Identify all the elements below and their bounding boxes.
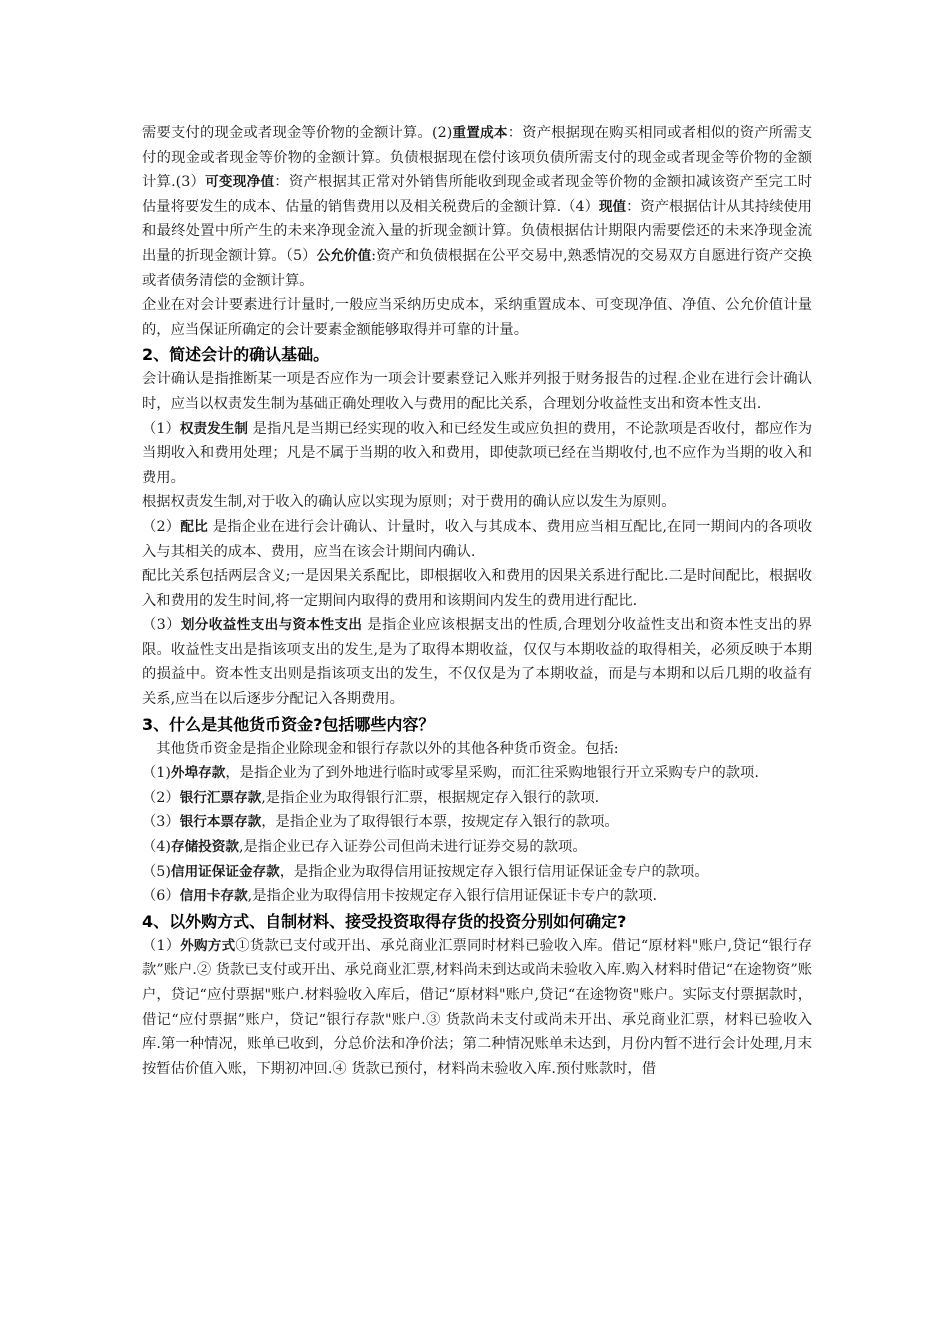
bold-term: 信用卡存款 xyxy=(179,888,248,905)
text-run: （5) xyxy=(142,863,171,880)
text-run: ,是指企业已存入证券公司但尚未进行证券交易的款项。 xyxy=(238,839,587,856)
body-paragraph xyxy=(142,515,812,564)
body-paragraph xyxy=(142,490,812,515)
body-paragraph xyxy=(142,293,812,342)
text-run: 是指企业应该根据支出的性质,合理划分收益性支出和资本性支出的界限。收益性支出是指该项支出的发生,是为了取得本期收益，仅仅与本期收益的取得相关，必须反映于本期的损益中。资本性支出则是指该项支出的发生，不仅仅是为了本期收益，而是与本期和以后几期的收益有关系,应当在以后逐步分配记入各期费用。 xyxy=(142,617,812,708)
body-paragraph xyxy=(142,761,812,786)
body-paragraph xyxy=(142,860,812,885)
text-run: （2） xyxy=(142,518,181,535)
text-run: （3） xyxy=(142,617,181,634)
body-paragraph xyxy=(142,786,812,811)
text-run: 根据权责发生制,对于收入的确认应以实现为原则；对于费用的确认应以发生为原则。 xyxy=(142,494,676,511)
bold-term: 信用证保证金存款 xyxy=(170,863,280,880)
body-paragraph xyxy=(142,810,812,835)
bold-term: 可变现净值 xyxy=(205,174,275,191)
text-run: （6） xyxy=(142,888,180,905)
text-run: ,是指企业为取得信用卡按规定存入银行信用证保证卡专户的款项. xyxy=(247,888,658,905)
body-paragraph xyxy=(142,835,812,860)
bold-term: 公允价值 xyxy=(316,247,372,264)
text-run: ：资产根据估计从其持续使用和最终处置中所产生的未来净现金流入量的折现金额计算。负债根据估计期限内需要偿还的未来净现金流出量的折现金额计算。（5） xyxy=(142,198,813,264)
bold-term: 现值 xyxy=(598,198,627,215)
text-run: ：资产根据现在购买相同或者相似的资产所需支付的现金或者现金等价物的金额计算。负债根据现在偿付该项负债所需支付的现金或者现金等价物的金额计算.(3） xyxy=(142,125,813,191)
body-paragraph xyxy=(142,367,812,416)
text-run: 配比关系包括两层含义;一是因果关系配比，即根据收入和费用的因果关系进行配比.二是时间配比，根据收入和费用的发生时间,将一定期间内取得的费用和该期间内发生的费用进行配比. xyxy=(142,568,812,609)
text-run: 是指企业在进行会计确认、计量时，收入与其成本、费用应当相互配比,在同一期间内的各项收入与其相关的成本、费用，应当在该会计期间内确认. xyxy=(142,518,812,560)
text-run: 是指凡是当期已经实现的收入和已经发生或应负担的费用，不论款项是否收付，都应作为当期收入和费用处理；凡是不属于当期的收入和费用，即使款项已经在当期收付,也不应作为当期的收入和费用。 xyxy=(142,420,812,486)
text-run: 4、以外购方式、自制材料、接受投资取得存货的投资分别如何确定? xyxy=(142,911,627,931)
text-run: ①货款已支付或开出、承兑商业汇票同时材料已验收入库。借记“原材料"账户,贷记“银行存款”账户.② 货款已支付或开出、承兑商业汇票,材料尚未到达或尚未验收入库.购入材料时借记“在途物资”账户，贷记“应付票据"账户.材料验收入库后，借记“原材料"账户,贷记“在途物资"账户。实际支付票据款时，借记“应付票据”账户，贷记“银行存款"账户.③ 货款尚未支付或尚未开出、承兑商业汇票，材料已验收入库.第一种情况，账单已收到，分总价法和净价法；第二种情况账单未达到，月份内暂不进行会计处理,月末按暂估价值入账，下期初冲回.④ 货款已预付，材料尚未验收入库.预付账款时，借 xyxy=(142,937,812,1077)
body-paragraph xyxy=(142,737,812,762)
text-run: ，是指企业为了到外地进行临时或零星采购，而汇往采购地银行开立采购专户的款项. xyxy=(225,765,759,782)
bold-term: 划分收益性支出与资本性支出 xyxy=(180,617,363,634)
text-run: ,是指企业为取得银行汇票，根据规定存入银行的款项. xyxy=(261,789,600,806)
bold-term: 外购方式 xyxy=(180,937,236,954)
body-paragraph xyxy=(142,884,812,909)
bold-term: 存储投资款 xyxy=(170,839,239,856)
text-run: （1） xyxy=(142,937,181,954)
section-heading xyxy=(142,712,812,737)
text-run: 需要支付的现金或者现金等价物的金额计算。(2) xyxy=(142,125,453,141)
text-run: :资产和负债根据在公平交易中,熟悉情况的交易双方自愿进行资产交换或者债务清偿的金额计算。 xyxy=(142,247,813,289)
text-run: 3、什么是其他货币资金?包括哪些内容？ xyxy=(142,714,435,734)
body-paragraph xyxy=(142,564,812,613)
bold-term: 银行本票存款 xyxy=(179,814,262,831)
text-run: （3） xyxy=(142,814,180,831)
text-run: ，是指企业为取得信用证按规定存入银行信用证保证金专户的款项。 xyxy=(279,863,709,880)
body-paragraph xyxy=(142,417,812,491)
bold-term: 权责发生制 xyxy=(179,420,249,437)
section-heading xyxy=(142,342,812,367)
text-run: （4) xyxy=(142,839,171,856)
text-run: （1） xyxy=(142,420,180,437)
section-heading xyxy=(142,909,812,934)
text-run: ：资产根据其正常对外销售所能收到现金或者现金等价物的金额扣减该资产至完工时估量将要发生的成本、估量的销售费用以及相关税费后的金额计算.（4） xyxy=(142,174,813,215)
text-run: 其他货币资金是指企业除现金和银行存款以外的其他各种货币资金。包括: xyxy=(156,740,619,757)
body-paragraph xyxy=(142,613,812,711)
text-run: 会计确认是指推断某一项是否应作为一项会计要素登记入账并列报于财务报告的过程.企业在进行会计确认时，应当以权责发生制为基础正确处理收入与费用的配比关系，合理划分收益性支出和资本性支出. xyxy=(142,371,812,412)
text-run: （2） xyxy=(142,789,180,806)
bold-term: 银行汇票存款 xyxy=(179,789,262,806)
text-run: （1) xyxy=(142,765,171,782)
text-run: 2、简述会计的确认基础。 xyxy=(142,345,330,365)
bold-term: 配比 xyxy=(180,518,208,535)
body-paragraph xyxy=(142,934,812,1082)
text-run: 企业在对会计要素进行计量时,一般应当采纳历史成本，采纳重置成本、可变现净值、净值、公允价值计量的，应当保证所确定的会计要素金额能够取得并可靠的计量。 xyxy=(142,297,812,338)
document-page xyxy=(142,121,812,1081)
body-paragraph xyxy=(142,121,812,293)
bold-term: 外埠存款 xyxy=(170,765,226,782)
bold-term: 重置成本 xyxy=(452,125,508,141)
text-run: ，是指企业为了取得银行本票，按规定存入银行的款项。 xyxy=(261,814,619,831)
